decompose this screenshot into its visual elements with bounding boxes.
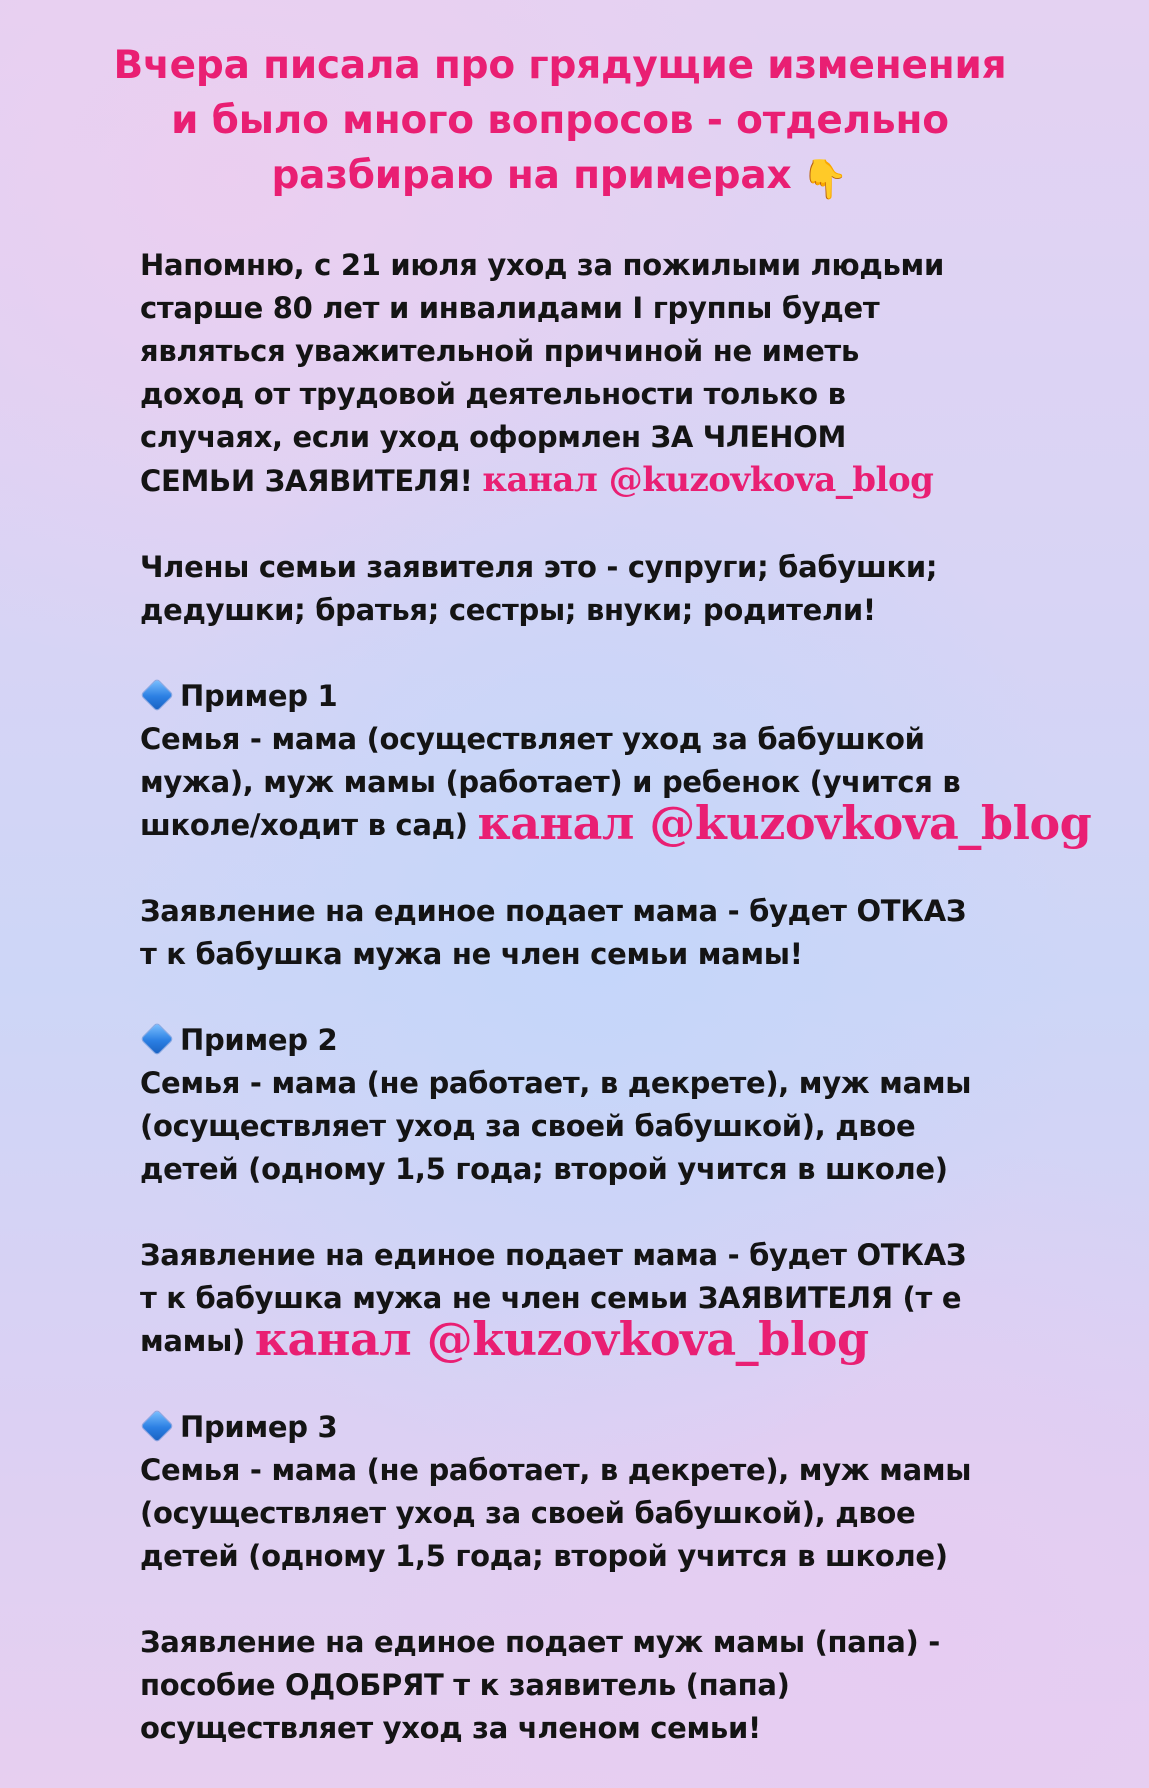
family-members-line-2: дедушки; братья; сестры; внуки; родители!: [140, 593, 876, 627]
example-2-family-line-2: (осуществляет уход за своей бабушкой), двое: [140, 1109, 916, 1143]
example-2: [140, 1019, 1100, 1191]
example-3-verdict: [140, 1621, 1100, 1750]
intro-line-6: [140, 459, 1100, 503]
blue-diamond-icon: [141, 1410, 172, 1441]
example-1-verdict-line-2: т к бабушка мужа не член семьи мамы!: [140, 937, 803, 971]
example-2-family-line-1: Семья - мама (не работает, в декрете), муж мамы: [140, 1066, 972, 1100]
example-1-family-line-2: мужа), муж мамы (работает) и ребенок (учится в: [140, 765, 961, 799]
intro-line-3: являться уважительной причиной не иметь: [140, 334, 859, 368]
family-members-line-1: Члены семьи заявителя это - супруги; бабушки;: [140, 550, 938, 584]
example-3-verdict-line-1: Заявление на единое подает муж мамы (папа) -: [140, 1625, 941, 1659]
example-3-header: [140, 1406, 1100, 1449]
example-3-verdict-line-2: пособие ОДОБРЯТ т к заявитель (папа): [140, 1668, 790, 1702]
example-3-verdict-line-3: осуществляет уход за членом семьи!: [140, 1711, 761, 1745]
example-1-verdict: [140, 890, 1100, 976]
channel-watermark: канал @kuzovkova_blog: [482, 460, 934, 500]
example-1-title: Пример 1: [180, 679, 338, 713]
headline-line-3-text: разбираю на примерах: [271, 153, 792, 198]
pointing-down-hand-icon: 👇: [801, 157, 849, 201]
example-2-verdict-line-1: Заявление на единое подает мама - будет ОТКАЗ: [140, 1238, 967, 1272]
headline: [60, 38, 1060, 203]
intro-line-2: старше 80 лет и инвалидами I группы будет: [140, 291, 880, 325]
headline-line-1: Вчера писала про грядущие изменения: [113, 43, 1007, 88]
headline-line-2: и было много вопросов - отдельно: [171, 98, 949, 143]
headline-line-3: [60, 148, 1060, 203]
example-2-verdict-line-3: [140, 1312, 1100, 1366]
example-1: [140, 675, 1100, 850]
example-1-family-line-3-text: школе/ходит в сад): [140, 808, 468, 842]
example-3-family-line-1: Семья - мама (не работает, в декрете), муж мамы: [140, 1453, 972, 1487]
example-2-title: Пример 2: [180, 1023, 338, 1057]
example-2-verdict-line-2: т к бабушка мужа не член семьи ЗАЯВИТЕЛЯ (т е: [140, 1281, 962, 1315]
channel-watermark: канал @kuzovkova_blog: [254, 1312, 869, 1366]
intro-line-6-text: СЕМЬИ ЗАЯВИТЕЛЯ!: [140, 464, 473, 498]
blue-diamond-icon: [141, 679, 172, 710]
example-2-verdict-line-3-text: мамы): [140, 1324, 245, 1358]
intro-line-4: доход от трудовой деятельности только в: [140, 377, 846, 411]
intro-line-1: Напомню, с 21 июля уход за пожилыми людьми: [140, 248, 944, 282]
example-1-header: [140, 675, 1100, 718]
example-1-family-line-3: [140, 796, 1100, 850]
example-2-family-line-3: детей (одному 1,5 года; второй учится в школе): [140, 1152, 948, 1186]
blue-diamond-icon: [141, 1023, 172, 1054]
example-2-verdict: [140, 1234, 1100, 1366]
example-2-header: [140, 1019, 1100, 1062]
intro-line-5: случаях, если уход оформлен ЗА ЧЛЕНОМ: [140, 420, 847, 454]
example-3: [140, 1406, 1100, 1578]
family-members-paragraph: [140, 546, 1100, 632]
example-3-family-line-3: детей (одному 1,5 года; второй учится в школе): [140, 1539, 948, 1573]
post-body: [140, 244, 1100, 1750]
channel-watermark: канал @kuzovkova_blog: [477, 796, 1092, 850]
example-3-title: Пример 3: [180, 1410, 338, 1444]
example-1-family-line-1: Семья - мама (осуществляет уход за бабушкой: [140, 722, 925, 756]
intro-paragraph: [140, 244, 1100, 503]
example-3-family-line-2: (осуществляет уход за своей бабушкой), двое: [140, 1496, 916, 1530]
example-1-verdict-line-1: Заявление на единое подает мама - будет ОТКАЗ: [140, 894, 967, 928]
